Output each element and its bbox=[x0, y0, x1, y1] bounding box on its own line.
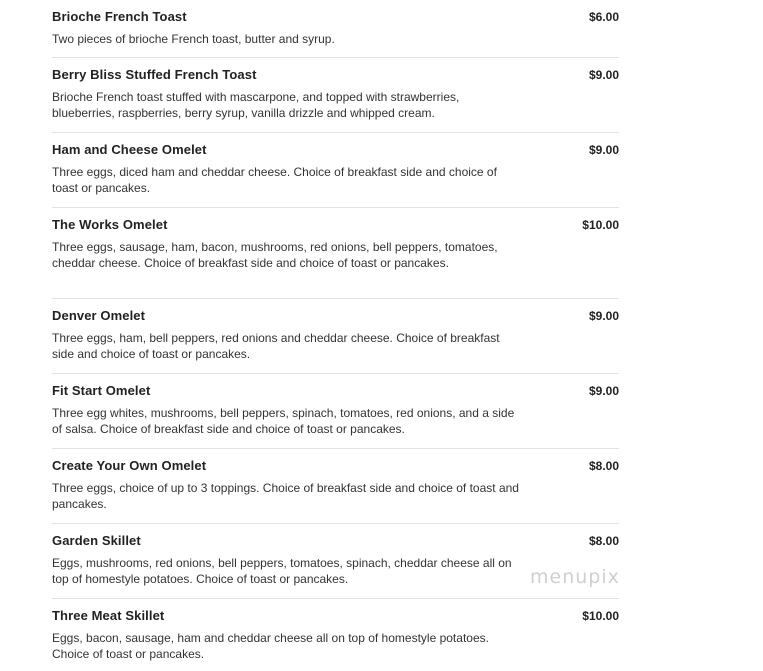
item-price: $10.00 bbox=[582, 609, 619, 623]
item-name: The Works Omelet bbox=[52, 217, 168, 232]
menupix-watermark: menupix bbox=[530, 566, 620, 588]
item-description: Three eggs, ham, bell peppers, red onions and cheddar cheese. Choice of breakfast side and choice of toast or pancakes. bbox=[52, 331, 500, 361]
item-price: $8.00 bbox=[588, 459, 619, 473]
menu-item-brioche-french-toast bbox=[52, 0, 619, 58]
item-description: Eggs, mushrooms, red onions, bell peppers, tomatoes, spinach, cheddar cheese all on top of homestyle potatoes. Choice of toast or pancakes. bbox=[52, 556, 512, 586]
menu-item-three-meat-skillet bbox=[52, 599, 619, 671]
menu-item-fit-start-omelet bbox=[52, 374, 619, 449]
item-price: $9.00 bbox=[588, 143, 619, 157]
menu-item-the-works-omelet bbox=[52, 208, 619, 299]
item-description: Three egg whites, mushrooms, bell peppers, spinach, tomatoes, red onions, and a side of salsa. Choice of breakfast side and choice of toast or pancakes. bbox=[52, 406, 515, 436]
item-price: $8.00 bbox=[588, 534, 619, 548]
item-name: Brioche French Toast bbox=[52, 9, 187, 24]
item-description: Two pieces of brioche French toast, butter and syrup. bbox=[52, 32, 335, 46]
item-name: Berry Bliss Stuffed French Toast bbox=[52, 67, 257, 82]
menu-item-ham-and-cheese-omelet bbox=[52, 133, 619, 208]
item-name: Ham and Cheese Omelet bbox=[52, 142, 207, 157]
item-price: $9.00 bbox=[588, 68, 619, 82]
item-price: $10.00 bbox=[582, 218, 619, 232]
item-name: Three Meat Skillet bbox=[52, 608, 165, 623]
menu-item-berry-bliss-stuffed-french-toast bbox=[52, 58, 619, 133]
menu-item-denver-omelet bbox=[52, 299, 619, 374]
item-name: Denver Omelet bbox=[52, 308, 146, 323]
item-price: $9.00 bbox=[588, 384, 619, 398]
item-name: Garden Skillet bbox=[52, 533, 141, 548]
item-name: Create Your Own Omelet bbox=[52, 458, 207, 473]
item-description: Three eggs, choice of up to 3 toppings. Choice of breakfast side and choice of toast and pancakes. bbox=[52, 481, 519, 511]
menu-item-create-your-own-omelet bbox=[52, 449, 619, 524]
item-description: Three eggs, diced ham and cheddar cheese. Choice of breakfast side and choice of toast or pancakes. bbox=[52, 165, 497, 195]
item-price: $9.00 bbox=[588, 309, 619, 323]
item-description: Brioche French toast stuffed with mascarpone, and topped with strawberries, blueberries, raspberries, berry syrup, vanilla drizzle and whipped cream. bbox=[52, 90, 460, 120]
item-description: Three eggs, sausage, ham, bacon, mushrooms, red onions, bell peppers, tomatoes, cheddar cheese. Choice of breakfast side and choice of toast or pancakes. bbox=[52, 240, 498, 270]
item-description: Eggs, bacon, sausage, ham and cheddar cheese all on top of homestyle potatoes. Choice of toast or pancakes. bbox=[52, 631, 489, 661]
item-price: $6.00 bbox=[588, 10, 619, 24]
item-name: Fit Start Omelet bbox=[52, 383, 151, 398]
